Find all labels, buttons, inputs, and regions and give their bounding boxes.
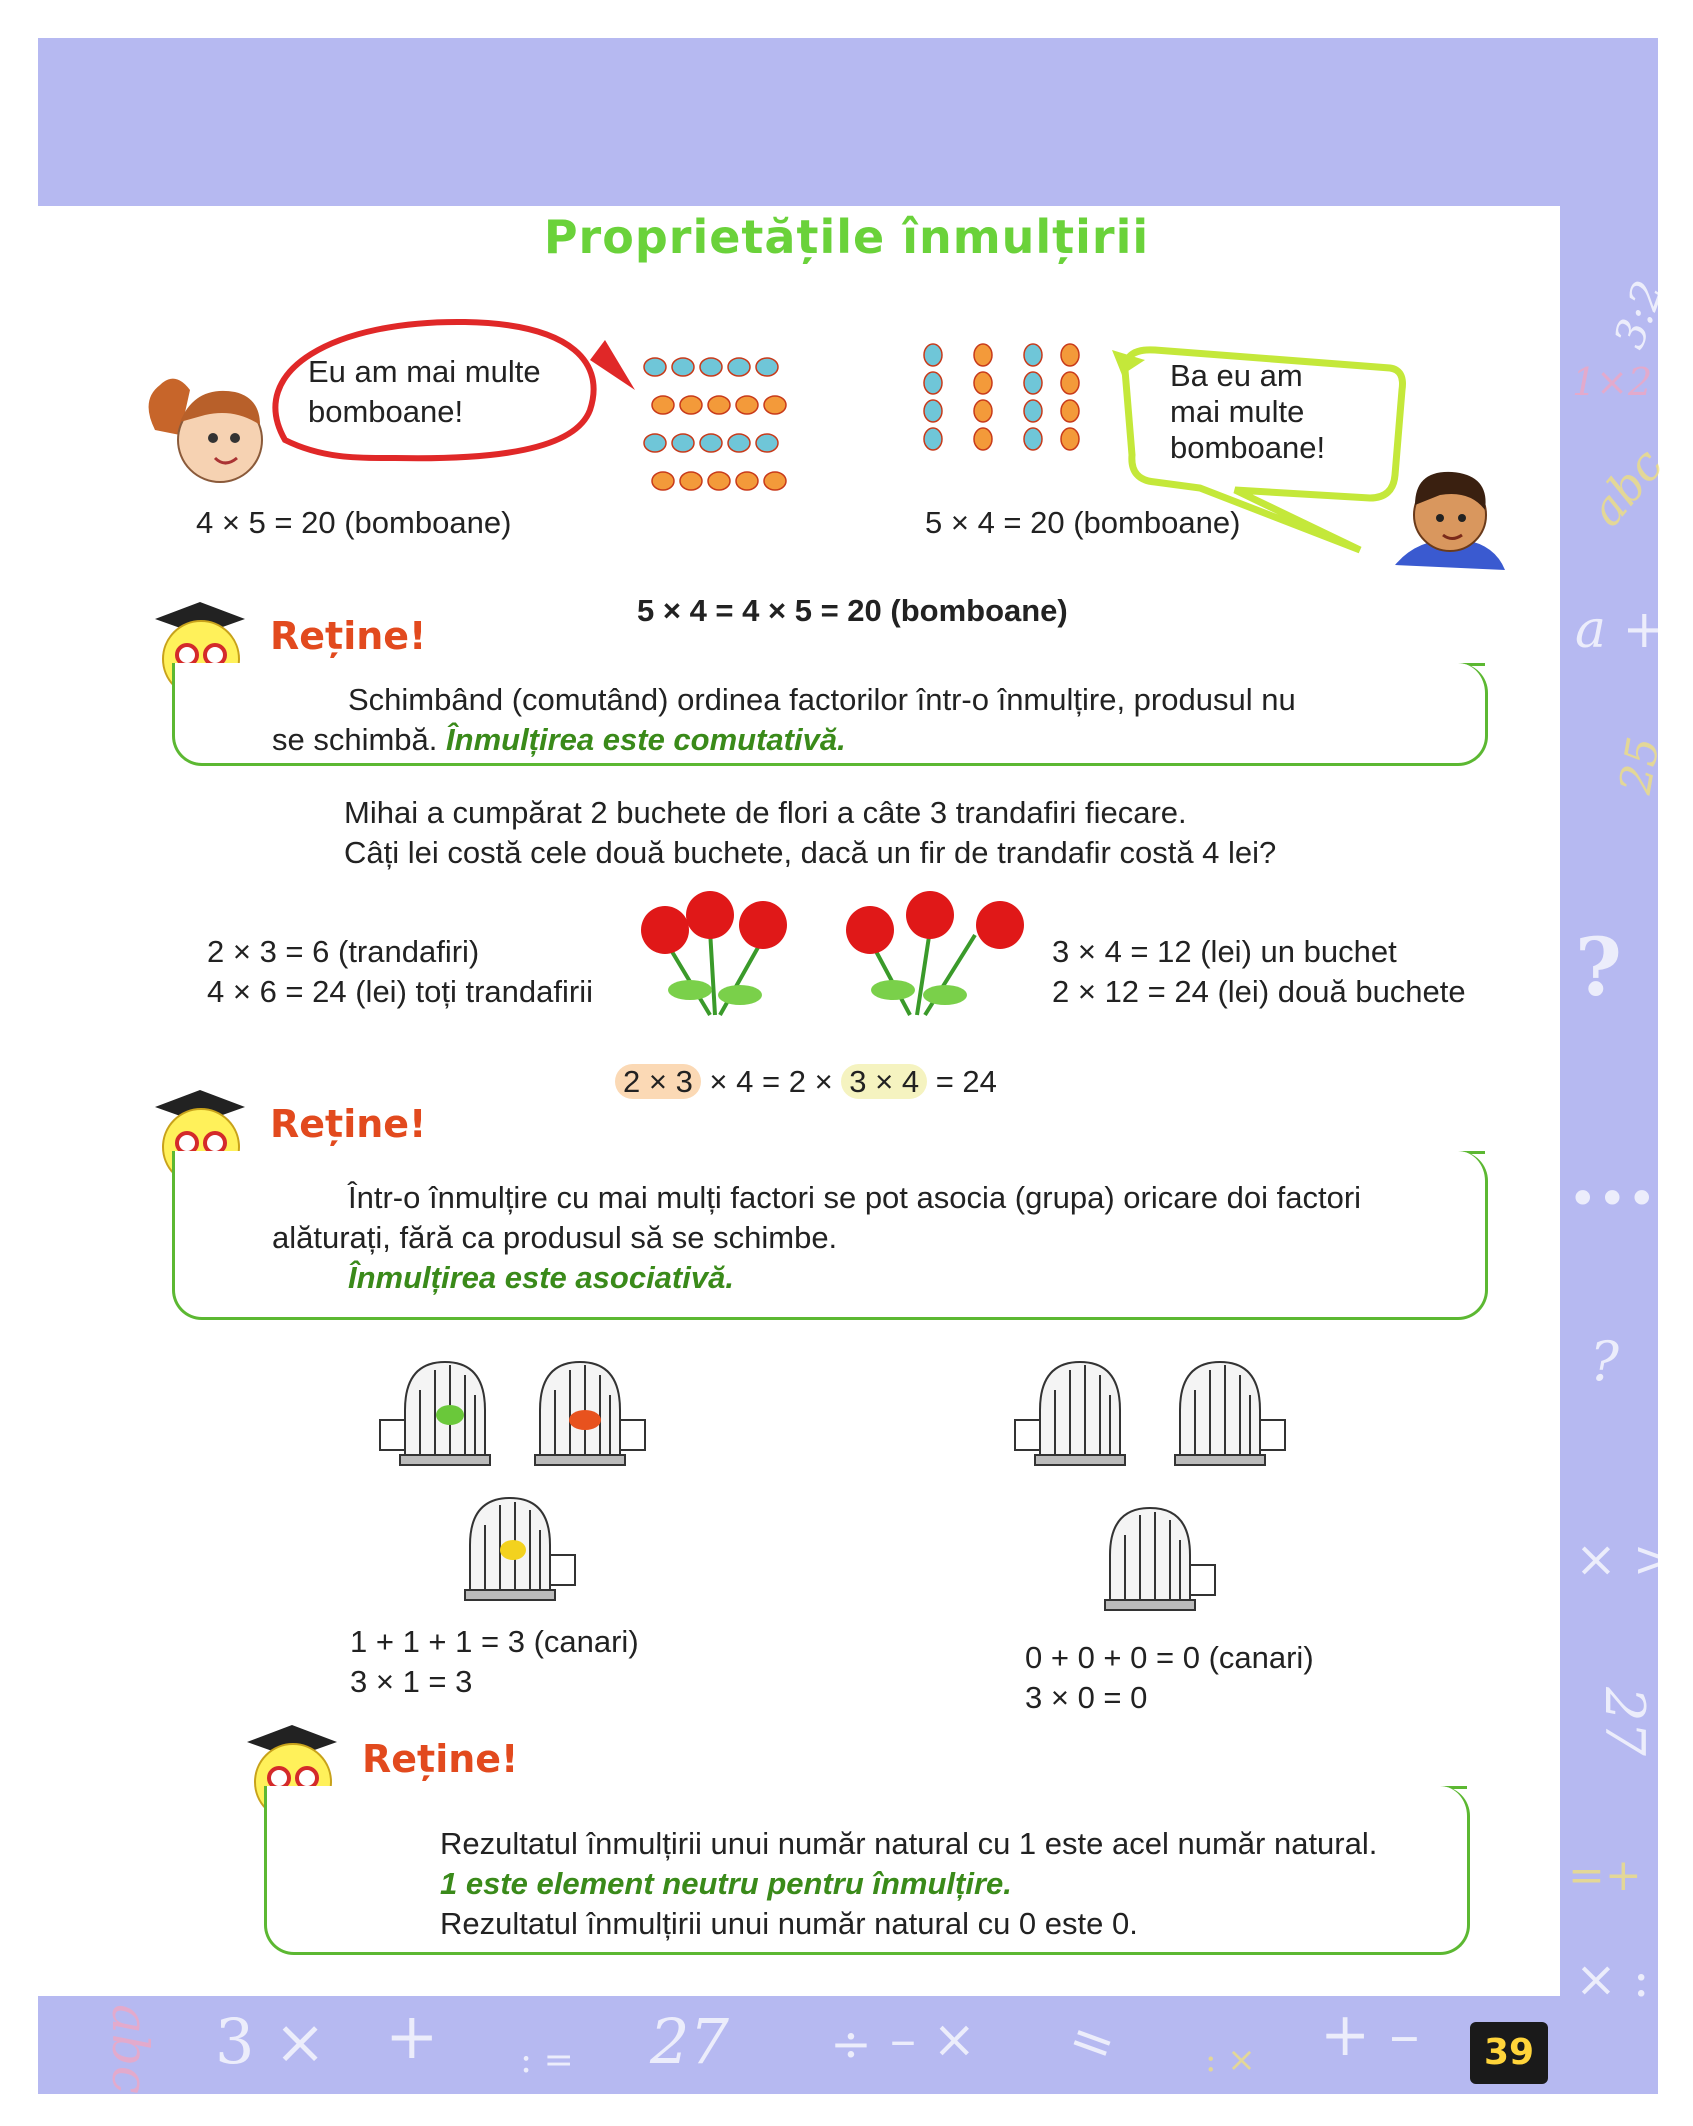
girl-bubble-line-1: Eu am mai multe bbox=[308, 354, 541, 389]
problem-line-1: Mihai a cumpărat 2 buchete de flori a câte 3 trandafiri fiecare. bbox=[344, 795, 1187, 830]
rule2-line-1: Într-o înmulțire cu mai mulți factori se pot asocia (grupa) oricare doi factori bbox=[348, 1180, 1362, 1215]
cages-with-canaries bbox=[375, 1350, 675, 1610]
cages-left-line-2: 3 × 1 = 3 bbox=[350, 1664, 473, 1699]
decor-symbol: =+ bbox=[1568, 1850, 1642, 1901]
decor-symbol: a + bbox=[1575, 600, 1667, 660]
decor-symbol: 3:2 bbox=[1604, 274, 1674, 355]
cages-right-line-1: 0 + 0 + 0 = 0 (canari) bbox=[1025, 1640, 1314, 1675]
cages-left-line-1: 1 + 1 + 1 = 3 (canari) bbox=[350, 1624, 639, 1659]
retine-label: Reține! bbox=[270, 1102, 427, 1146]
highlight-second-pair: 3 × 4 bbox=[841, 1064, 927, 1099]
rule1-line-2-text: se schimbă. bbox=[272, 722, 447, 757]
commutative-summary: 5 × 4 = 4 × 5 = 20 (bomboane) bbox=[637, 593, 1068, 628]
retine-label: Reține! bbox=[270, 614, 427, 658]
rose-bouquets-illustration bbox=[635, 885, 1035, 1025]
rule2-line-2: alăturați, fără ca produsul să se schimbe. bbox=[272, 1220, 838, 1255]
rule1-line-2 bbox=[272, 720, 846, 760]
boy-bubble-line-1: Ba eu am bbox=[1170, 358, 1303, 393]
boy-bubble-line-2: mai multe bbox=[1170, 394, 1305, 429]
rule2-emphasis: Înmulțirea este asociativă. bbox=[348, 1260, 734, 1295]
bouquet-left bbox=[641, 891, 787, 1015]
rule3-line-3: Rezultatul înmulțirii unui număr natural cu 0 este 0. bbox=[440, 1906, 1138, 1941]
decor-symbol: – × bbox=[890, 2010, 977, 2070]
bouquet-right bbox=[846, 891, 1024, 1015]
decor-symbol: + bbox=[385, 2000, 439, 2074]
decor-symbol: abc bbox=[1579, 437, 1674, 537]
decor-symbol: = bbox=[1060, 2004, 1125, 2079]
cages-right-line-2: 3 × 0 = 0 bbox=[1025, 1680, 1148, 1715]
decor-symbol: 1×2 bbox=[1572, 360, 1653, 404]
right-solution-line-2: 2 × 12 = 24 (lei) două buchete bbox=[1052, 974, 1466, 1009]
decor-symbol: : = bbox=[520, 2040, 574, 2081]
equation-result: = 24 bbox=[927, 1064, 997, 1099]
equation-middle: × 4 = 2 × bbox=[700, 1064, 842, 1099]
decor-symbol: × > bbox=[1575, 1530, 1675, 1588]
boy-equation: 5 × 4 = 20 (bomboane) bbox=[925, 505, 1241, 540]
page-number: 39 bbox=[1470, 2022, 1548, 2084]
frame-top-band bbox=[38, 38, 1658, 206]
decor-symbol: 27 bbox=[650, 2005, 729, 2078]
girl-illustration bbox=[149, 379, 262, 482]
left-solution-line-1: 2 × 3 = 6 (trandafiri) bbox=[207, 934, 480, 969]
empty-cages bbox=[1010, 1350, 1320, 1620]
decor-symbol: ? bbox=[1590, 1330, 1619, 1393]
girl-bubble-line-2: bomboane! bbox=[308, 394, 464, 429]
decor-symbol: ••• bbox=[1568, 1170, 1657, 1228]
rule1-emphasis: Înmulțirea este comutativă. bbox=[446, 722, 846, 757]
boy-bubble-line-3: bomboane! bbox=[1170, 430, 1326, 465]
retine-label: Reține! bbox=[362, 1737, 519, 1781]
decor-symbol: + – bbox=[1320, 2000, 1420, 2070]
girl-equation: 4 × 5 = 20 (bomboane) bbox=[196, 505, 512, 540]
associative-equation bbox=[615, 1062, 997, 1102]
rule3-line-1: Rezultatul înmulțirii unui număr natural cu 1 este acel număr natural. bbox=[440, 1826, 1378, 1861]
decor-symbol: : × bbox=[1205, 2040, 1256, 2080]
boy-illustration bbox=[1395, 472, 1505, 570]
decor-symbol: ÷ bbox=[830, 2015, 872, 2073]
right-solution-line-1: 3 × 4 = 12 (lei) un buchet bbox=[1052, 934, 1397, 969]
rule1-line-1: Schimbând (comutând) ordinea factorilor într-o înmulțire, produsul nu bbox=[348, 682, 1296, 717]
page-title: Proprietățile înmulțirii bbox=[543, 210, 1150, 264]
decor-symbol: abc bbox=[100, 2004, 159, 2094]
rule3-emphasis: 1 este element neutru pentru înmulțire. bbox=[440, 1866, 1012, 1901]
candies-rows bbox=[644, 358, 786, 490]
decor-symbol: × : bbox=[1575, 1950, 1650, 2008]
decor-symbol: 27 bbox=[1592, 1687, 1656, 1756]
left-solution-line-2: 4 × 6 = 24 (lei) toți trandafirii bbox=[207, 974, 593, 1009]
highlight-first-pair: 2 × 3 bbox=[615, 1064, 701, 1099]
decor-symbol: ? bbox=[1575, 920, 1622, 1014]
problem-line-2: Câți lei costă cele două buchete, dacă un fir de trandafir costă 4 lei? bbox=[344, 835, 1277, 870]
candies-columns bbox=[924, 344, 1079, 450]
decor-symbol: 25 bbox=[1610, 733, 1670, 798]
decor-symbol: 3 × bbox=[215, 2005, 327, 2078]
